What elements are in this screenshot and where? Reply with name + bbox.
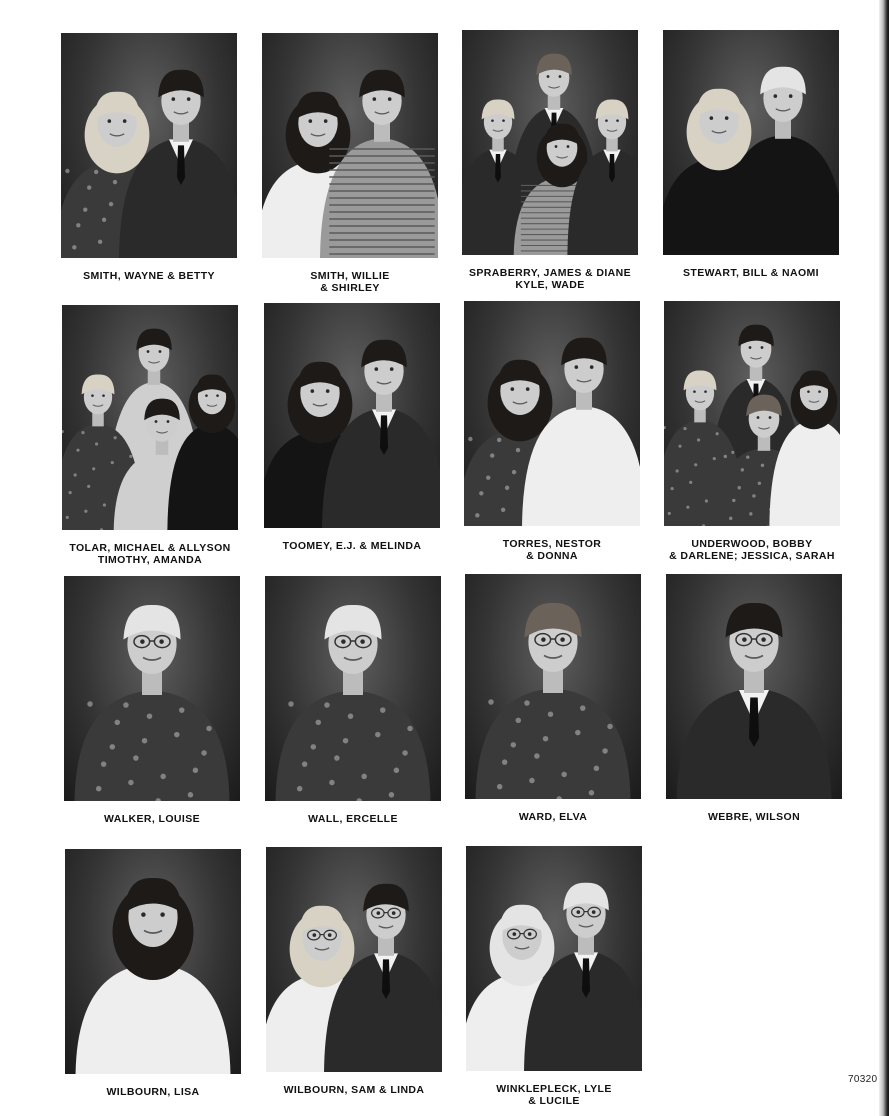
caption-line: & DARLENE; JESSICA, SARAH bbox=[669, 550, 835, 562]
portrait-caption bbox=[64, 813, 240, 825]
portrait-entry-wilbourn-lisa bbox=[65, 849, 241, 1098]
caption-line: WINKLEPLECK, LYLE bbox=[496, 1083, 612, 1095]
caption-line: WARD, ELVA bbox=[518, 811, 588, 823]
portrait-entry-wall-ercelle bbox=[265, 576, 441, 825]
portrait-entry-wilbourn-sam-linda bbox=[266, 847, 442, 1096]
caption-line: WILBOURN, SAM & LINDA bbox=[283, 1084, 425, 1096]
portrait-photo bbox=[664, 301, 840, 526]
caption-line: WALL, ERCELLE bbox=[308, 813, 398, 825]
page-number: 70320 bbox=[848, 1074, 878, 1085]
portrait-photo bbox=[262, 33, 438, 258]
portrait-illustration bbox=[664, 301, 840, 526]
portrait-photo bbox=[65, 849, 241, 1074]
portrait-caption bbox=[264, 540, 440, 552]
portrait-entry-webre-wilson bbox=[666, 574, 842, 823]
caption-line: TORRES, NESTOR bbox=[502, 538, 602, 550]
caption-line: WALKER, LOUISE bbox=[103, 813, 201, 825]
caption-line: UNDERWOOD, BOBBY bbox=[691, 538, 813, 550]
portrait-photo bbox=[663, 30, 839, 255]
portrait-caption bbox=[465, 811, 641, 823]
portrait-entry-walker-louise bbox=[64, 576, 240, 825]
portrait-entry-smith-willie-shirley bbox=[262, 33, 438, 294]
portrait-caption bbox=[663, 267, 839, 279]
portrait-entry-stewart-bill-naomi bbox=[663, 30, 839, 279]
caption-line: TIMOTHY, AMANDA bbox=[97, 554, 203, 566]
portrait-photo bbox=[464, 301, 640, 526]
caption-line: KYLE, WADE bbox=[515, 279, 585, 291]
portrait-entry-toomey-ej-melinda bbox=[264, 303, 440, 552]
portrait-illustration bbox=[466, 846, 642, 1071]
portrait-caption bbox=[466, 1083, 642, 1107]
person-figure-0 bbox=[76, 878, 231, 1074]
portrait-caption bbox=[262, 270, 438, 294]
person-figure-0 bbox=[476, 603, 631, 799]
portrait-illustration bbox=[265, 576, 441, 801]
portrait-photo bbox=[266, 847, 442, 1072]
portrait-photo bbox=[466, 846, 642, 1071]
portrait-illustration bbox=[264, 303, 440, 528]
portrait-photo bbox=[265, 576, 441, 801]
caption-line: & LUCILE bbox=[528, 1095, 580, 1107]
caption-line: SMITH, WAYNE & BETTY bbox=[83, 270, 215, 282]
caption-line: WEBRE, WILSON bbox=[707, 811, 801, 823]
portrait-entry-underwood-family bbox=[664, 301, 840, 562]
portrait-entry-smith-wayne-betty bbox=[61, 33, 237, 282]
caption-line: TOOMEY, E.J. & MELINDA bbox=[282, 540, 422, 552]
caption-line: & DONNA bbox=[526, 550, 578, 562]
portrait-caption bbox=[666, 811, 842, 823]
portrait-illustration bbox=[266, 847, 442, 1072]
portrait-caption bbox=[62, 542, 238, 566]
portrait-illustration bbox=[61, 33, 237, 258]
portrait-illustration bbox=[666, 574, 842, 799]
caption-line: TOLAR, MICHAEL & ALLYSON bbox=[69, 542, 231, 554]
portrait-caption bbox=[61, 270, 237, 282]
portrait-caption bbox=[462, 267, 638, 291]
binding-gutter-shadow bbox=[879, 0, 889, 1116]
portrait-illustration bbox=[62, 305, 238, 530]
portrait-illustration bbox=[64, 576, 240, 801]
caption-line: STEWART, BILL & NAOMI bbox=[683, 267, 819, 279]
portrait-photo bbox=[62, 305, 238, 530]
portrait-caption bbox=[265, 813, 441, 825]
portrait-photo bbox=[666, 574, 842, 799]
portrait-entry-torres-nestor-donna bbox=[464, 301, 640, 562]
portrait-photo bbox=[465, 574, 641, 799]
caption-line: & SHIRLEY bbox=[320, 282, 380, 294]
caption-line: SMITH, WILLIE bbox=[310, 270, 390, 282]
portrait-entry-spraberry-family bbox=[462, 30, 638, 291]
caption-line: WILBOURN, LISA bbox=[106, 1086, 200, 1098]
portrait-photo bbox=[264, 303, 440, 528]
portrait-photo bbox=[462, 30, 638, 255]
portrait-illustration bbox=[65, 849, 241, 1074]
portrait-entry-winklepleck-lyle-lucile bbox=[466, 846, 642, 1107]
person-figure-0 bbox=[677, 603, 832, 799]
portrait-illustration bbox=[262, 33, 438, 258]
person-figure-0 bbox=[75, 605, 230, 801]
portrait-illustration bbox=[464, 301, 640, 526]
portrait-illustration bbox=[663, 30, 839, 255]
portrait-caption bbox=[266, 1084, 442, 1096]
portrait-illustration bbox=[465, 574, 641, 799]
portrait-entry-tolar-family bbox=[62, 305, 238, 566]
person-figure-0 bbox=[276, 605, 431, 801]
portrait-photo bbox=[61, 33, 237, 258]
portrait-entry-ward-elva bbox=[465, 574, 641, 823]
portrait-illustration bbox=[462, 30, 638, 255]
portrait-photo bbox=[64, 576, 240, 801]
portrait-caption bbox=[664, 538, 840, 562]
portrait-caption bbox=[65, 1086, 241, 1098]
portrait-caption bbox=[464, 538, 640, 562]
caption-line: SPRABERRY, JAMES & DIANE bbox=[468, 267, 632, 279]
